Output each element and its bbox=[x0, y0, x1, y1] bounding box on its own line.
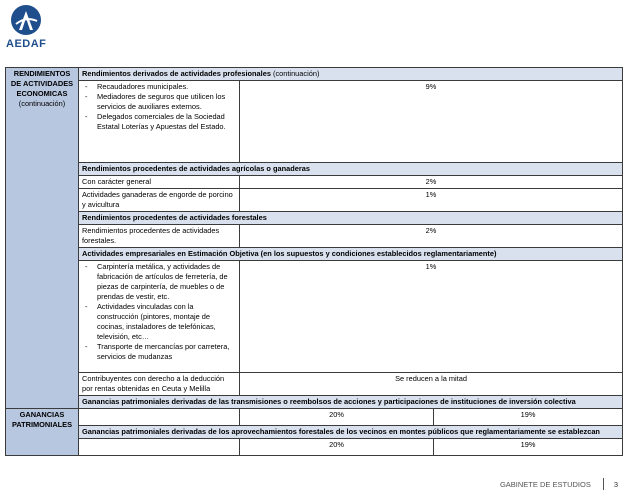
page-footer bbox=[500, 478, 618, 490]
objective-header: Actividades empresariales en Estimación Objetiva (en los supuestos y condiciones establecidos reglamentariamente) bbox=[79, 247, 623, 260]
section-economic bbox=[6, 68, 79, 409]
list-item: - Transporte de mercancías por carretera, servicios de mudanzas bbox=[82, 342, 236, 362]
professional-header-note: (continuación) bbox=[273, 69, 320, 78]
aedaf-logo bbox=[6, 4, 46, 54]
gains-row2-header: Ganancias patrimoniales derivadas de los aprovechamientos forestales de los vecinos en montes públicos que reglamentariamente se establezcan bbox=[79, 425, 623, 438]
gains-row1-value2: 19% bbox=[434, 408, 623, 425]
forest-label: Rendimientos procedentes de actividades forestales. bbox=[79, 224, 240, 247]
professional-items-list bbox=[82, 82, 236, 132]
professional-value: 9% bbox=[240, 80, 623, 162]
list-item: - Delegados comerciales de la Sociedad Estatal Loterías y Apuestas del Estado. bbox=[82, 112, 236, 132]
aedaf-logo-icon bbox=[10, 4, 42, 36]
section-gains bbox=[6, 408, 79, 455]
footer-separator bbox=[603, 478, 604, 490]
logo-text: AEDAF bbox=[6, 38, 47, 50]
objective-items-list bbox=[82, 262, 236, 362]
list-item: - Recaudadores municipales. bbox=[82, 82, 236, 92]
objective-value: 1% bbox=[240, 260, 623, 372]
gains-row1-header: Ganancias patrimoniales derivadas de las transmisiones o reembolsos de acciones y participaciones de instituciones de inversión colectiva bbox=[79, 395, 623, 408]
section-economic-title: RENDIMIENTOS DE ACTIVIDADES ECONOMICAS bbox=[10, 69, 74, 98]
section-gains-title: GANANCIAS PATRIMONIALES bbox=[11, 409, 73, 429]
list-item: - Actividades vinculadas con la construcción (pintores, montaje de cocinas, instaladores de telefónicas, televisión, etc… bbox=[82, 302, 236, 342]
gains-row1-value1: 20% bbox=[240, 408, 434, 425]
footer-label: GABINETE DE ESTUDIOS bbox=[499, 479, 591, 489]
ceuta-label: Contribuyentes con derecho a la deducción por rentas obtenidas en Ceuta y Melilla bbox=[79, 372, 240, 395]
list-item: - Mediadores de seguros que utilicen los servicios de auxiliares externos. bbox=[82, 92, 236, 112]
agri-livestock-label: Actividades ganaderas de engorde de porcino y avicultura bbox=[79, 188, 240, 211]
forest-value: 2% bbox=[240, 224, 623, 247]
gains-row2-value2: 19% bbox=[434, 438, 623, 455]
list-item: - Carpintería metálica, y actividades de fabricación de artículos de ferretería, de piezas de carpintería, de muebles o de prendas de vestir, etc. bbox=[82, 262, 236, 302]
professional-header-text: Rendimientos derivados de actividades profesionales bbox=[82, 69, 271, 78]
gains-row2-blank bbox=[79, 438, 240, 455]
agri-general-label: Con carácter general bbox=[79, 175, 240, 188]
agri-general-value: 2% bbox=[240, 175, 623, 188]
gains-row2-value1: 20% bbox=[240, 438, 434, 455]
page-number: 3 bbox=[613, 479, 618, 489]
forest-header: Rendimientos procedentes de actividades forestales bbox=[79, 211, 623, 224]
withholding-rates-table bbox=[5, 67, 623, 456]
agri-header: Rendimientos procedentes de actividades agrícolas o ganaderas bbox=[79, 162, 623, 175]
professional-items-cell bbox=[79, 80, 240, 162]
ceuta-value: Se reducen a la mitad bbox=[240, 372, 623, 395]
agri-livestock-value: 1% bbox=[240, 188, 623, 211]
objective-items-cell bbox=[79, 260, 240, 372]
professional-header bbox=[79, 68, 623, 81]
gains-row1-blank bbox=[79, 408, 240, 425]
section-economic-subtitle: (continuación) bbox=[18, 98, 66, 108]
